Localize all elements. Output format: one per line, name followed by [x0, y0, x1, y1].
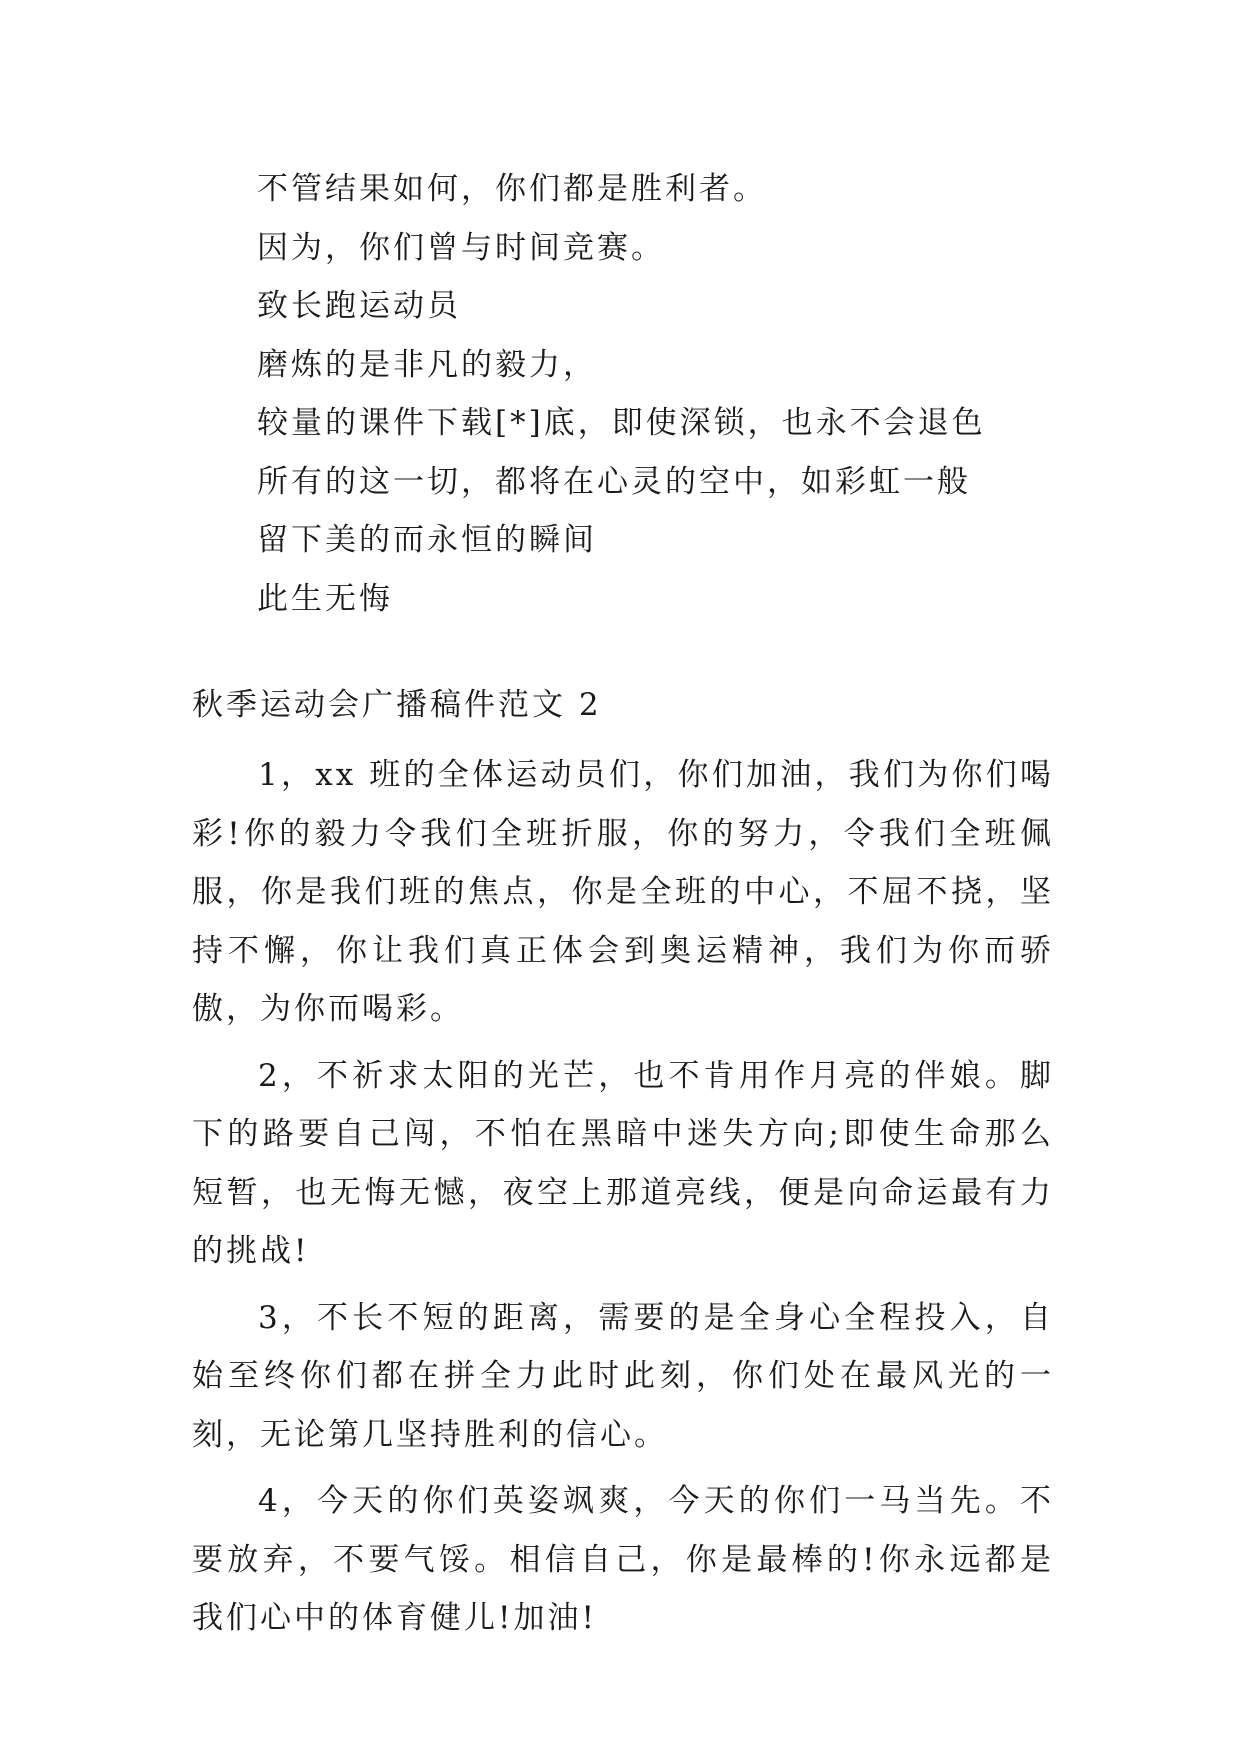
poem-line: 所有的这一切，都将在心灵的空中，如彩虹一般: [257, 463, 971, 500]
poem-block: [257, 160, 1077, 628]
poem-line: 较量的课件下载[*]底，即使深锁，也永不会退色: [257, 405, 986, 441]
poem-line: 磨炼的是非凡的毅力，: [257, 346, 597, 383]
section-title: 秋季运动会广播稿件范文 2: [192, 687, 602, 723]
paragraph: 3，不长不短的距离，需要的是全身心全程投入，自始至终你们都在拼全力此时此刻，你们处在最风光的一刻，无论第几坚持胜利的信心。: [192, 1299, 1054, 1453]
paragraph: 4，今天的你们英姿飒爽，今天的你们一马当先。不要放弃，不要气馁。相信自己，你是最棒的!你永远都是我们心中的体育健儿!加油!: [192, 1483, 1054, 1636]
body-text: [192, 746, 1054, 1656]
poem-line: 不管结果如何，你们都是胜利者。: [257, 171, 767, 207]
poem-line: 因为，你们曾与时间竞赛。: [257, 229, 665, 266]
poem-line: 留下美的而永恒的瞬间: [257, 522, 597, 558]
poem-line: 此生无悔: [257, 580, 393, 617]
paragraph: 2，不祈求太阳的光芒，也不肯用作月亮的伴娘。脚下的路要自己闯，不怕在黑暗中迷失方向;即使生命那么短暂，也无悔无憾，夜空上那道亮线，便是向命运最有力的挑战!: [192, 1057, 1054, 1269]
poem-line: 致长跑运动员: [257, 288, 461, 324]
paragraph: 1，xx 班的全体运动员们，你们加油，我们为你们喝彩!你的毅力令我们全班折服，你的努力，令我们全班佩服，你是我们班的焦点，你是全班的中心，不屈不挠，坚持不懈，你让我们真正体会到奥运精神，我们为你而骄傲，为你而喝彩。: [192, 757, 1054, 1027]
